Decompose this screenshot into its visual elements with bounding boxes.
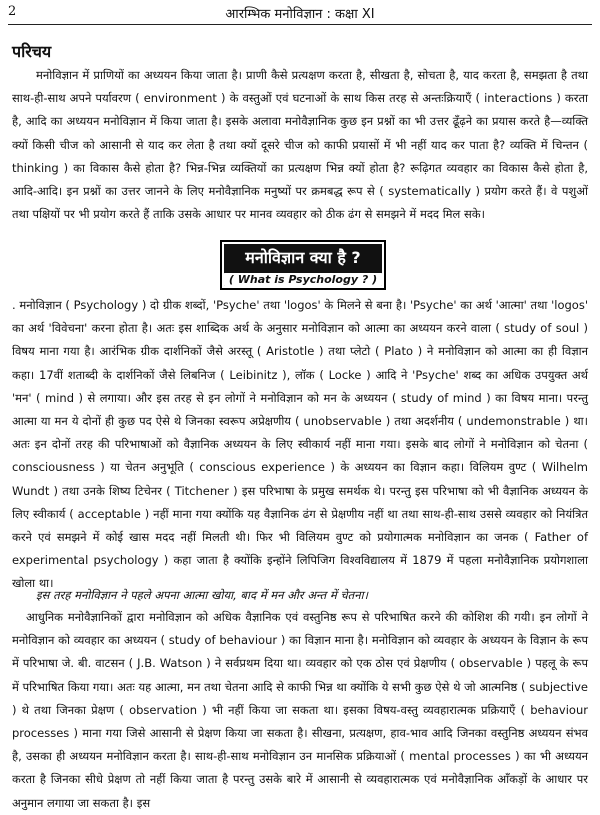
modern-definition-paragraph: आधुनिक मनोवैज्ञानिकों द्वारा मनोविज्ञान को अधिक वैज्ञानिक एवं वस्तुनिष्ठ रूप से परिभाषित करने की कोशिश की गयी। इन लोगों ने मनोविज्ञान को व्यवहार का अध्ययन ( study of behaviour ) का विज्ञान माना है। मनोविज्ञान को व्यवहार के अध्ययन के विज्ञान के रूप में परिभाषा जे. बी. वाटसन ( J.B. Watson ) ने सर्वप्रथम दिया था। व्यवहार को एक ठोस एवं प्रेक्षणीय ( observable ) पहलू के रूप में परिभाषित किया गया। अतः यह आत्मा, मन तथा चेतना आदि से काफी भिन्न था क्योंकि ये सभी कुछ ऐसे थे जो आत्मनिष्ठ ( subjective ) थे तथा जिनका प्रेक्षण ( observation ) भी नहीं किया जा सकता था। इसका विषय-वस्तु व्यवहारात्मक प्रक्रियाएँ ( behaviour processes ) माना गया जिसे आसानी से प्रेक्षण किया जा सकता है। सीखना, प्रत्यक्षण, हाव-भाव आदि जिनका वस्तुनिष्ठ अध्ययन संभव है, उसका ही अध्ययन मनोविज्ञान करता है। साथ-ही-साथ मनोविज्ञान उन मानसिक प्रक्रियाओं ( mental processes ) का भी अध्ययन करता है जिनका सीधे प्रेक्षण तो नहीं किया जाता है परन्तु उसके बारे में आसानी से व्यवहारात्मक एवं मनोवैज्ञानिक आँकड़ों के आधार पर अनुमान लगाया जा सकता है। इस <box>12 610 588 810</box>
banner-title: मनोविज्ञान क्या है ? <box>245 248 361 267</box>
header-rule <box>8 24 592 25</box>
definition-paragraph: . मनोविज्ञान ( Psychology ) दो ग्रीक शब्दों, 'Psyche' तथा 'logos' के मिलने से बना है। 'Psyche' का अर्थ 'आत्मा' तथा 'logos' का अर्थ 'विवेचना' करना होता है। अतः इस शाब्दिक अर्थ के अनुसार मनोविज्ञान को आत्मा का अध्ययन करने वाला ( study of soul ) विषय माना गया है। आरंभिक ग्रीक दार्शनिकों जैसे अरस्तू ( Aristotle ) तथा प्लेटो ( Plato ) ने मनोविज्ञान को आत्मा का ही विज्ञान कहा। 17वीं शताब्दी के दार्शनिकों जैसे लिबनिज ( Leibinitz ), लॉक ( Locke ) आदि ने 'Psyche' शब्द का अधिक उपयुक्त अर्थ 'मन' ( mind ) से लगाया। और इस तरह से इन लोगों ने मनोविज्ञान को मन के अध्ययन ( study of mind ) का विषय माना। परन्तु आत्मा या मन ये दोनों ही कुछ पद ऐसे थे जिनका स्वरूप अप्रेक्षणीय ( unobservable ) तथा अदर्शनीय ( undemonstrable ) था। अतः इन दोनों तरह की परिभाषाओं को वैज्ञानिक अध्ययन के लिए स्वीकार्य नहीं माना गया। इसके बाद लोगों ने मनोविज्ञान को चेतना ( consciousness ) या चेतन अनुभूति ( conscious experience ) के अध्ययन का विज्ञान कहा। विलियम वुण्ट ( Wilhelm Wundt ) तथा उनके शिष्य टिचेनर ( Titchener ) इस परिभाषा के प्रमुख समर्थक थे। परन्तु इस परिभाषा को भी वैज्ञानिक अध्ययन के लिए स्वीकार्य ( acceptable ) नहीं माना गया क्योंकि यह वैज्ञानिक ढंग से प्रेक्षणीय नहीं था तथा साथ-ही-साथ उससे व्यवहार को नियंत्रित करने एवं समझने में कोई खास मदद नहीं मिलती थी। फिर भी विलियम वुण्ट को प्रयोगात्मक मनोविज्ञान का जनक ( Father of experimental psychology ) कहा जाता है क्योंकि इन्होंने लिपिजिग विश्वविद्यालय में 1879 में पहला मनोवैज्ञानिक प्रयोगशाला खोला था। <box>12 298 588 591</box>
running-head <box>8 4 592 24</box>
section-heading: परिचय <box>12 42 52 61</box>
summary-line: इस तरह मनोविज्ञान ने पहले अपना आत्मा खोया, बाद में मन और अन्त में चेतना। <box>36 588 368 602</box>
page-number: 2 <box>8 4 17 19</box>
banner-subtitle: ( What is Psychology ? ) <box>223 273 383 286</box>
running-head-title: आरम्भिक मनोविज्ञान : कक्षा XI <box>225 7 375 22</box>
section-banner <box>220 240 386 290</box>
intro-paragraph: मनोविज्ञान में प्राणियों का अध्ययन किया जाता है। प्राणी कैसे प्रत्यक्षण करता है, सीखता है, सोचता है, याद करता है, समझता है तथा साथ-ही-साथ अपने पर्यावरण ( environment ) के वस्तुओं एवं घटनाओं के साथ किस तरह से अन्तःक्रियाएँ ( interactions ) करता है, आदि का अध्ययन मनोविज्ञान में किया जाता है। इसके अलावा मनोवैज्ञानिक कुछ इन प्रश्नों का भी उत्तर ढूँढ़ने का प्रयास करते है—व्यक्ति क्यों किसी चीज को आसानी से याद कर लेता है तथा क्यों दूसरे चीज को काफी प्रयासों में भी नहीं याद कर पाता है? व्यक्ति में चिन्तन ( thinking ) का विकास कैसे होता है? भिन्न-भिन्न व्यक्तियों का प्रत्यक्षण भिन्न क्यों होता है? रूढ़िगत व्यवहार का विकास कैसे होता है, आदि-आदि। इन प्रश्नों का उत्तर जानने के लिए मनोवैज्ञानिक मनुष्यों पर क्रमबद्ध रूप से ( systematically ) प्रयोग करते हैं। वे पशुओं तथा पक्षियों पर भी प्रयोग करते हैं ताकि उसके आधार पर मानव व्यवहार को ठीक ढंग से समझने में मदद मिल सके। <box>12 68 588 222</box>
